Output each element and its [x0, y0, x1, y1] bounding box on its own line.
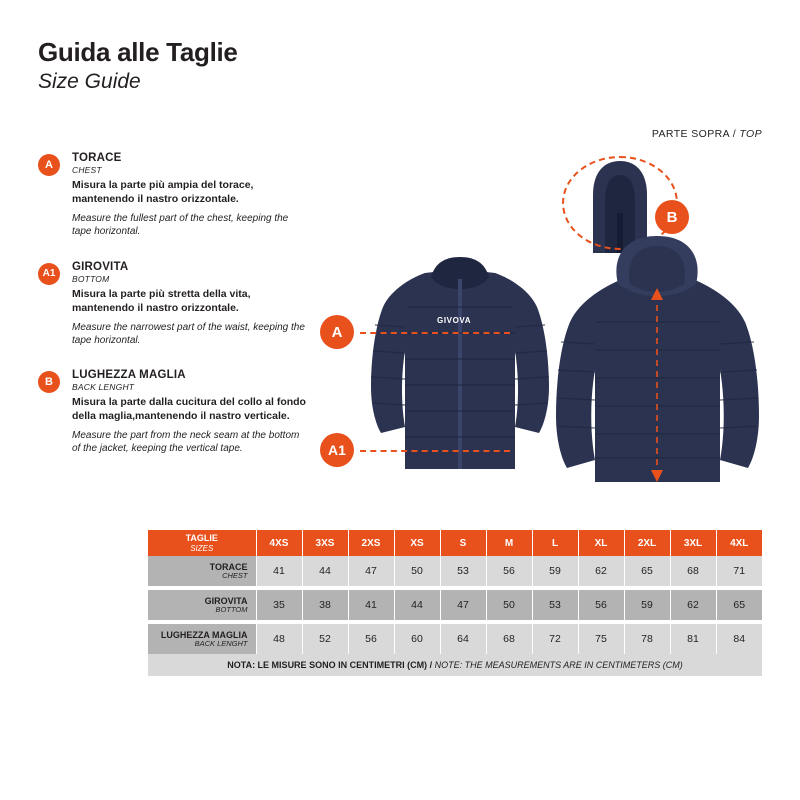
legend-item-chest: [38, 152, 308, 239]
cell-bottom-xs: 44: [394, 590, 440, 620]
cell-chest-xs: 50: [394, 556, 440, 586]
cell-back-length-3xl: 81: [670, 624, 716, 654]
header-size-xl: XL: [578, 530, 624, 556]
cell-chest-m: 56: [486, 556, 532, 586]
cell-back-length-4xs: 48: [256, 624, 302, 654]
legend-item-bottom: [38, 261, 308, 348]
title-sub: Size Guide: [38, 69, 141, 93]
table-row-back-length: [38, 624, 762, 654]
header-size-2xs: 2XS: [348, 530, 394, 556]
cell-bottom-s: 47: [440, 590, 486, 620]
cell-back-length-4xl: 84: [716, 624, 762, 654]
cell-bottom-3xl: 62: [670, 590, 716, 620]
header-sizes-label-en: SIZES: [190, 543, 214, 553]
table-note-it: NOTA: LE MISURE SONO IN CENTIMETRI (CM): [227, 660, 428, 670]
cell-bottom-3xs: 38: [302, 590, 348, 620]
cell-chest-3xl: 68: [670, 556, 716, 586]
legend-badge-b: B: [38, 371, 60, 393]
legend: [38, 152, 308, 478]
table-row-chest: [38, 556, 762, 586]
legend-desc-chest-it: Misura la parte più ampia del torace, mantenendo il nastro orizzontale.: [72, 179, 254, 206]
chest-measure-line: [360, 332, 510, 334]
row-bottom-name: [148, 590, 256, 620]
size-table-wrapper: [38, 530, 762, 676]
legend-desc-back-length-it: Misura la parte dalla cucitura del collo al fondo della maglia,mantenendo il nastro verticale.: [72, 396, 306, 423]
cell-bottom-4xs: 35: [256, 590, 302, 620]
header-size-s: S: [440, 530, 486, 556]
cell-back-length-3xs: 52: [302, 624, 348, 654]
cell-bottom-2xs: 41: [348, 590, 394, 620]
header-size-3xl: 3XL: [670, 530, 716, 556]
legend-title-chest-en: CHEST: [72, 165, 102, 176]
cell-back-length-l: 72: [532, 624, 578, 654]
row-back-length-name: [148, 624, 256, 654]
header-size-xs: XS: [394, 530, 440, 556]
marker-a1: A1: [320, 433, 354, 467]
row-bottom-label: [38, 590, 148, 620]
header-blank: [38, 530, 148, 556]
svg-text:GIVOVA: GIVOVA: [437, 316, 472, 325]
legend-badge-a: A: [38, 154, 60, 176]
cell-chest-4xl: 71: [716, 556, 762, 586]
row-chest-name-it: TORACE: [209, 561, 248, 572]
table-note: [148, 654, 762, 676]
cell-chest-4xs: 41: [256, 556, 302, 586]
table-row-bottom: [38, 590, 762, 620]
row-back-length-name-it: LUGHEZZA MAGLIA: [160, 629, 248, 640]
cell-back-length-2xs: 56: [348, 624, 394, 654]
bottom-measure-line: [360, 450, 510, 452]
header-sizes-label-it: TAGLIE: [185, 533, 218, 544]
cell-back-length-xl: 75: [578, 624, 624, 654]
legend-title-chest-it: TORACE: [72, 152, 122, 164]
cell-chest-3xs: 44: [302, 556, 348, 586]
cell-back-length-xs: 60: [394, 624, 440, 654]
top-section-label: [652, 128, 762, 140]
cell-bottom-2xl: 59: [624, 590, 670, 620]
row-chest-label: [38, 556, 148, 586]
legend-desc-back-length-en: Measure the part from the neck seam at the bottom of the jacket, keeping the vertical tape.: [72, 430, 300, 455]
row-chest-name-en: CHEST: [222, 570, 248, 580]
cell-chest-xl: 62: [578, 556, 624, 586]
row-bottom-name-en: BOTTOM: [215, 604, 248, 614]
row-back-length-label: [38, 624, 148, 654]
legend-desc-chest-en: Measure the fullest part of the chest, keeping the tape horizontal.: [72, 213, 289, 238]
table-note-sep: /: [427, 660, 435, 670]
cell-bottom-m: 50: [486, 590, 532, 620]
jacket-illustration: [310, 150, 765, 500]
header-size-2xl: 2XL: [624, 530, 670, 556]
cell-chest-s: 53: [440, 556, 486, 586]
header-size-l: L: [532, 530, 578, 556]
legend-badge-a1: A1: [38, 263, 60, 285]
cell-back-length-m: 68: [486, 624, 532, 654]
cell-chest-2xl: 65: [624, 556, 670, 586]
header-size-4xs: 4XS: [256, 530, 302, 556]
legend-item-back-length: [38, 369, 308, 456]
cell-chest-2xs: 47: [348, 556, 394, 586]
header-size-m: M: [486, 530, 532, 556]
legend-desc-bottom-en: Measure the narrowest part of the waist, keeping the tape horizontal.: [72, 321, 305, 346]
row-chest-name: [148, 556, 256, 586]
cell-back-length-s: 64: [440, 624, 486, 654]
back-jacket-illustration: [550, 230, 765, 495]
title-main: Guida alle Taglie: [38, 37, 238, 67]
cell-back-length-2xl: 78: [624, 624, 670, 654]
size-table: [38, 530, 762, 654]
page-title: [38, 38, 238, 94]
header-sizes-label: [148, 530, 256, 556]
legend-title-back-length-en: BACK LENGHT: [72, 382, 135, 393]
cell-bottom-xl: 56: [578, 590, 624, 620]
legend-desc-bottom-it: Misura la parte più stretta della vita, mantenendo il nastro orizzontale.: [72, 287, 251, 314]
marker-a: A: [320, 315, 354, 349]
table-note-en: NOTE: THE MEASUREMENTS ARE IN CENTIMETERS (CM): [434, 660, 683, 670]
row-back-length-name-en: BACK LENGHT: [194, 638, 248, 648]
table-header-row: [38, 530, 762, 556]
top-section-label-en: TOP: [739, 128, 762, 140]
legend-title-bottom-it: GIROVITA: [72, 260, 129, 273]
row-bottom-name-it: GIROVITA: [204, 595, 248, 606]
cell-bottom-4xl: 65: [716, 590, 762, 620]
header-size-3xs: 3XS: [302, 530, 348, 556]
cell-bottom-l: 53: [532, 590, 578, 620]
cell-chest-l: 59: [532, 556, 578, 586]
legend-title-back-length-it: LUGHEZZA MAGLIA: [72, 369, 186, 381]
top-section-label-it: PARTE SOPRA: [651, 128, 730, 140]
marker-b: B: [655, 200, 689, 234]
header-size-4xl: 4XL: [716, 530, 762, 556]
legend-title-bottom-en: BOTTOM: [72, 273, 110, 284]
top-section-label-sep: /: [729, 128, 740, 140]
